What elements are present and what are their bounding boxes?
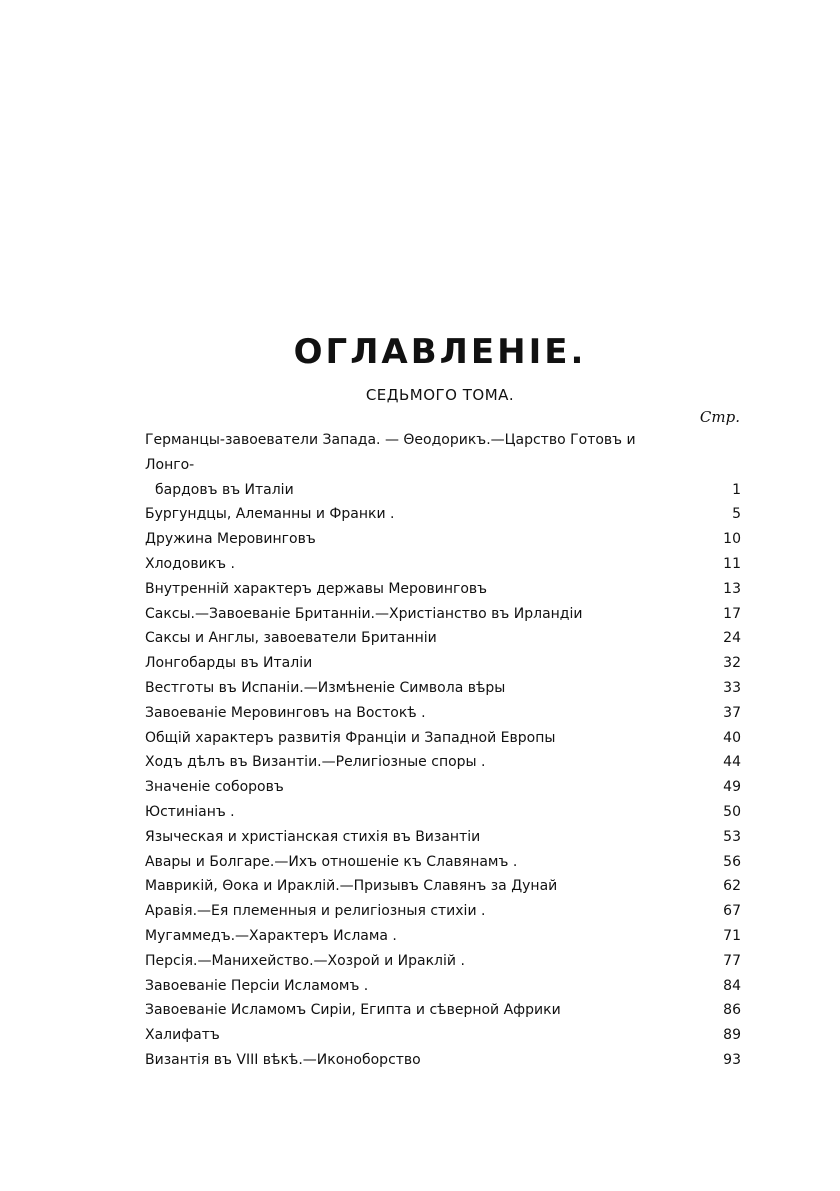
toc-entry-title: Ходъ дѣлъ въ Византіи.—Религіозные споры . [145,754,486,771]
toc-entry [145,974,741,999]
toc-entry-page-number: 49 [723,779,741,796]
toc-entry-page-number: 77 [723,952,741,969]
toc-entry-title: Халифатъ [145,1027,220,1044]
toc-entry-title: Саксы и Англы, завоеватели Британніи [145,630,437,647]
toc-entry-title: Саксы.—Завоеваніе Британніи.—Христіанство въ Ирландіи [145,605,583,622]
toc-entry [145,949,741,974]
toc-entry-page-number: 67 [723,903,741,920]
toc-entry [145,998,741,1023]
toc-entry-title: Маврикій, Θока и Ираклій.—Призывъ Славянъ за Дунай [145,878,558,895]
toc-entry-page-number: 93 [723,1051,741,1068]
toc-entry-page-number: 17 [723,605,741,622]
toc-entry-page-number: 1 [732,481,741,498]
toc-entry-page-number: 50 [723,803,741,820]
toc-entry-page-number: 44 [723,754,741,771]
toc-entry-title: Общій характеръ развитія Франціи и Западной Европы [145,729,556,746]
toc-entry [145,775,741,800]
toc-entry-page-number: 13 [723,580,741,597]
toc-entry [145,850,741,875]
toc-entry-title: Хлодовикъ . [145,555,235,572]
toc-entry-title: Завоеваніе Персіи Исламомъ . [145,977,369,994]
toc-entry-title: Завоеваніе Исламомъ Сиріи, Египта и сѣверной Африки [145,1002,561,1019]
toc-entry [145,1023,741,1048]
toc-entry [145,726,741,751]
toc-entry-title: Внутренній характеръ державы Меровинговъ [145,580,488,597]
toc-entry-title: Бургундцы, Алеманны и Франки . [145,506,395,523]
toc-entry-title-continuation: бардовъ въ Италіи [155,481,294,498]
toc-entry [145,577,741,602]
toc-entry [145,1048,741,1073]
toc-entry-page-number: 62 [723,878,741,895]
toc-entry-page-number: 71 [723,927,741,944]
toc-entry-page-number: 37 [723,704,741,721]
toc-entry-title: Языческая и христіанская стихія въ Византіи [145,828,481,845]
toc-entry-page-number: 32 [723,655,741,672]
toc-entry-page-number: 56 [723,853,741,870]
toc-entry [145,924,741,949]
toc-entry-title: Юстиніанъ . [145,803,235,820]
toc-entry-title: Аравія.—Ея племенныя и религіозныя стихіи . [145,903,486,920]
toc-entry-title: Авары и Болгаре.—Ихъ отношеніе къ Славянамъ . [145,853,518,870]
toc-entry [145,800,741,825]
toc-entry [145,527,741,552]
toc-entry [145,552,741,577]
toc-entry-title: Персія.—Манихейство.—Хозрой и Ираклій . [145,952,465,969]
toc-entry [145,899,741,924]
toc-entry-title: Вестготы въ Испаніи.—Измѣненіе Символа вѣры [145,679,506,696]
toc-entry [145,825,741,850]
toc-entry [145,750,741,775]
toc-entry-page-number: 11 [723,555,741,572]
toc-entry-title: Лонгобарды въ Италіи [145,655,313,672]
toc-entry-page-number: 33 [723,679,741,696]
toc-entry-page-number: 40 [723,729,741,746]
toc-entry-title: Византія въ VIII вѣкѣ.—Иконоборство [145,1051,421,1068]
table-of-contents [145,428,741,1073]
page-subtitle: СЕДЬМОГО ТОМА. [365,386,515,404]
page-title: ОГЛАВЛЕНІЕ. [293,332,587,372]
page-column-label: Стр. [699,408,740,426]
toc-entry-title: Мугаммедъ.—Характеръ Ислама . [145,927,397,944]
toc-entry-title: Дружина Меровинговъ [145,531,316,548]
toc-entry-page-number: 5 [732,506,741,523]
toc-entry-page-number: 86 [723,1002,741,1019]
toc-entry-page-number: 89 [723,1027,741,1044]
toc-entry-page-number: 53 [723,828,741,845]
toc-entry-title: Значеніе соборовъ [145,779,284,796]
toc-entry [145,874,741,899]
toc-entry-page-number: 10 [723,531,741,548]
toc-entry [145,651,741,676]
toc-entry [145,626,741,651]
toc-entry [145,428,741,502]
toc-entry [145,502,741,527]
toc-entry-page-number: 84 [723,977,741,994]
toc-entry [145,602,741,627]
toc-entry [145,676,741,701]
toc-entry-title: Германцы-завоеватели Запада. — Θеодорикъ.—Царство Готовъ и Лонго- [145,432,636,473]
toc-entry [145,701,741,726]
toc-entry-title: Завоеваніе Меровинговъ на Востокѣ . [145,704,426,721]
toc-entry-page-number: 24 [723,630,741,647]
